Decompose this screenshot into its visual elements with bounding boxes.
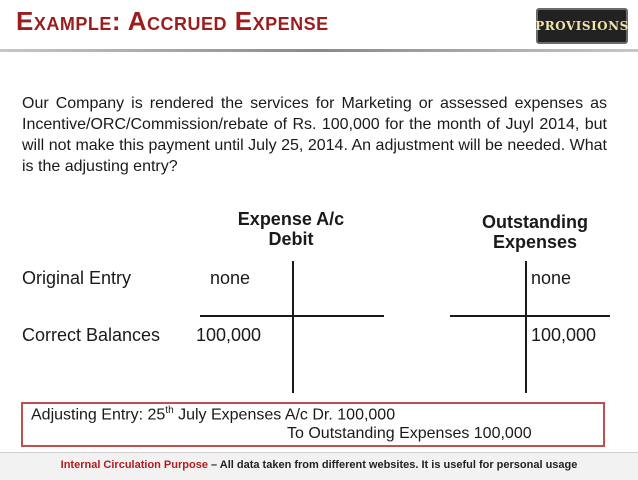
correct-expense-value: 100,000 — [196, 325, 262, 345]
title-divider — [0, 49, 638, 52]
outstanding-header-line2: Expenses — [492, 232, 578, 252]
provisions-badge — [536, 8, 628, 44]
outstanding-t-account-horizontal — [450, 315, 610, 317]
correct-outstanding-value: 100,000 — [531, 325, 597, 345]
problem-paragraph: Our Company is rendered the services for Marketing or assessed expenses as Incentive/ORC/Commission/rebate of Rs. 100,000 for the month of Juyl 2014, but will not make this payment until July 25, 2014. An adjustment will be needed. What is the adjusting entry? — [22, 95, 607, 175]
original-outstanding-value: none — [531, 268, 572, 288]
adjusting-entry-line2: To Outstanding Expenses 100,000 — [287, 425, 532, 442]
expense-t-account-horizontal — [200, 315, 384, 317]
outstanding-t-account-vertical — [525, 261, 527, 393]
correct-balances-label: Correct Balances — [22, 325, 161, 345]
original-expense-value: none — [210, 268, 251, 288]
expense-header-line2: Debit — [268, 229, 314, 249]
footer-bar — [0, 452, 638, 480]
badge-label: PROVISIONS — [535, 19, 629, 33]
footer-text: – All data taken from different websites. It is useful for personal usage — [207, 459, 578, 471]
adjusting-entry-ordinal: th — [165, 405, 174, 416]
adjusting-entry-line1 — [31, 405, 395, 424]
expense-header-line1: Expense A/c — [237, 209, 345, 229]
outstanding-account-header — [460, 212, 610, 252]
slide-title: Example: Accrued Expense — [16, 6, 329, 36]
adjusting-entry-prefix: Adjusting Entry: 25 — [31, 406, 166, 424]
adjusting-entry-box — [21, 402, 605, 447]
outstanding-header-line1: Outstanding — [482, 212, 588, 232]
expense-t-account-vertical — [292, 261, 294, 393]
footer-highlight: Internal Circulation Purpose — [60, 459, 208, 471]
original-entry-label: Original Entry — [22, 268, 132, 288]
adjusting-entry-debit: July Expenses A/c Dr. 100,000 — [173, 406, 396, 424]
expense-account-header — [216, 209, 366, 249]
